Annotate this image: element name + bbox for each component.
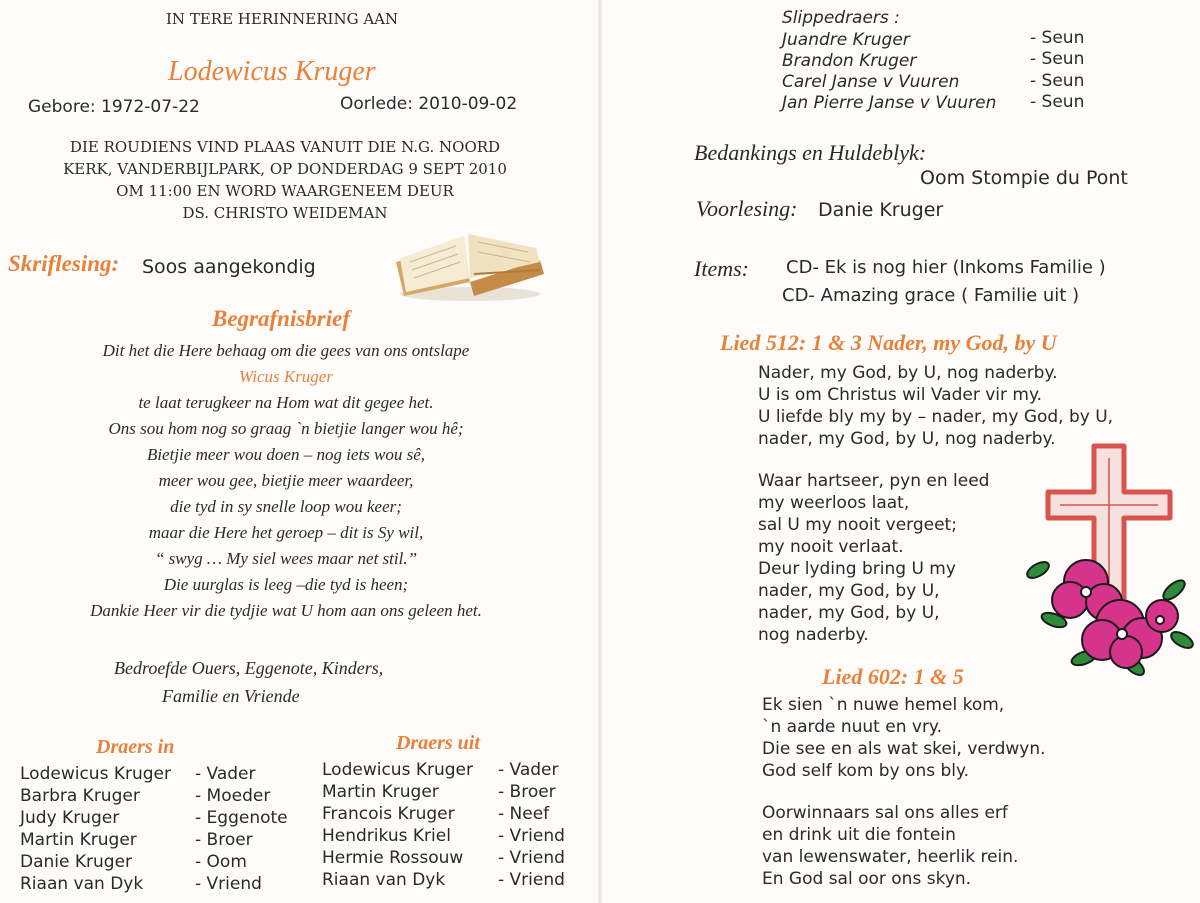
mourners-line: Familie en Vriende bbox=[162, 686, 300, 706]
hymn-line: my weerloos laat, bbox=[758, 493, 910, 513]
letter-line: Ons sou hom nog so graag `n bietjie langer wou hê; bbox=[108, 419, 464, 438]
hymn-line: God self kom by ons bly. bbox=[762, 761, 970, 781]
hymn1-title: Lied 512: 1 & 3 Nader, my God, by U bbox=[720, 330, 1057, 355]
pallbearer-relation: - Seun bbox=[1030, 49, 1085, 69]
hymn-line: U is om Christus wil Vader vir my. bbox=[758, 385, 1043, 405]
bearer-relation: - Neef bbox=[498, 804, 550, 824]
letter-line: Dit het die Here behaag om die gees van ons ontslape bbox=[102, 341, 470, 360]
items-label: Items: bbox=[694, 256, 749, 281]
hymn-line: `n aarde nuut en vry. bbox=[762, 717, 942, 737]
bearer-relation: - Oom bbox=[195, 852, 247, 872]
items-list bbox=[782, 254, 1106, 310]
hymn2-verse2 bbox=[762, 802, 1018, 890]
service-details bbox=[0, 136, 570, 224]
letter-line: Dankie Heer vir die tydjie wat U hom aan ons geleen het. bbox=[90, 601, 482, 620]
pallbearer-relation: - Seun bbox=[1030, 28, 1085, 48]
hymn-line: Waar hartseer, pyn en leed bbox=[758, 471, 990, 491]
bearer-relation: - Vader bbox=[498, 760, 559, 780]
letter-line: meer wou gee, bietjie meer waardeer, bbox=[158, 471, 414, 490]
bearer-name: Hendrikus Kriel bbox=[322, 826, 451, 846]
bearer-name: Lodewicus Kruger bbox=[322, 760, 473, 780]
hymn-line: nader, my God, by U, bbox=[758, 603, 940, 623]
letter-line: te laat terugkeer na Hom wat dit gegee het. bbox=[138, 393, 434, 412]
bearers-in-title: Draers in bbox=[96, 736, 175, 758]
open-bible-icon bbox=[390, 222, 548, 304]
bearer-relation: - Vriend bbox=[498, 870, 565, 890]
bearer-name: Danie Kruger bbox=[20, 852, 133, 872]
hymn-line: Deur lyding bring U my bbox=[758, 559, 956, 579]
hymn-line: Ek sien `n nuwe hemel kom, bbox=[762, 695, 1005, 715]
bearer-name: Riaan van Dyk bbox=[322, 870, 446, 890]
service-line: DIE ROUDIENS VIND PLAAS VANUIT DIE N.G. NOORD bbox=[69, 138, 501, 156]
service-line: KERK, VANDERBIJLPARK, OP DONDERDAG 9 SEPT 2010 bbox=[63, 160, 507, 178]
cross-with-flowers-icon bbox=[1024, 440, 1194, 680]
hymn-line: my nooit verlaat. bbox=[758, 537, 904, 557]
bearer-name: Hermie Rossouw bbox=[322, 848, 464, 868]
bearer-relation: - Vriend bbox=[195, 874, 262, 894]
bearer-name: Francois Kruger bbox=[322, 804, 455, 824]
mourners-line: Bedroefde Ouers, Eggenote, Kinders, bbox=[114, 658, 384, 678]
letter-line: Die uurglas is leeg –die tyd is heen; bbox=[163, 575, 409, 594]
bearer-relation: - Vriend bbox=[498, 826, 565, 846]
mourners bbox=[114, 654, 383, 710]
bearer-relation: - Moeder bbox=[195, 786, 271, 806]
bearer-name: Martin Kruger bbox=[20, 830, 137, 850]
bearer-name: Martin Kruger bbox=[322, 782, 439, 802]
birth-date: Gebore: 1972-07-22 bbox=[28, 97, 200, 117]
hymn1-verse2 bbox=[758, 470, 989, 646]
pallbearer-name: Brandon Kruger bbox=[782, 51, 917, 71]
letter-title: Begrafnisbrief bbox=[212, 306, 350, 331]
service-line: DS. CHRISTO WEIDEMAN bbox=[182, 204, 388, 222]
letter-name: Wicus Kruger bbox=[239, 367, 333, 386]
reading-label: Voorlesing: bbox=[696, 196, 798, 221]
bearer-name: Riaan van Dyk bbox=[20, 874, 144, 894]
pallbearer-name: Juandre Kruger bbox=[782, 30, 910, 50]
letter-line: Bietjie meer wou doen – nog iets wou sê, bbox=[146, 445, 426, 464]
pallbearer-relation: - Seun bbox=[1030, 71, 1085, 91]
hymn-line: U liefde bly my by – nader, my God, by U, bbox=[758, 407, 1114, 427]
letter-line: die tyd in sy snelle loop wou keer; bbox=[170, 497, 402, 516]
death-date: Oorlede: 2010-09-02 bbox=[340, 94, 518, 114]
scripture-value: Soos aangekondig bbox=[142, 256, 316, 278]
hymn-line: van lewenswater, heerlik rein. bbox=[762, 847, 1019, 867]
hymn2-verse1 bbox=[762, 694, 1046, 782]
hymn-line: En God sal oor ons skyn. bbox=[762, 869, 972, 889]
service-line: OM 11:00 EN WORD WAARGENEEM DEUR bbox=[116, 182, 454, 200]
bearer-name: Barbra Kruger bbox=[20, 786, 140, 806]
pallbearers-title: Slippedraers : bbox=[782, 8, 900, 28]
letter-line: “ swyg … My siel wees maar net stil.” bbox=[154, 549, 418, 568]
tribute-label: Bedankings en Huldeblyk: bbox=[694, 140, 927, 165]
bearer-relation: - Vriend bbox=[498, 848, 565, 868]
hymn1-verse1 bbox=[758, 362, 1113, 450]
bearer-relation: - Broer bbox=[498, 782, 556, 802]
letter-body bbox=[0, 338, 572, 624]
item-line: CD- Ek is nog hier (Inkoms Familie ) bbox=[786, 257, 1106, 278]
bearer-name: Judy Kruger bbox=[20, 808, 120, 828]
deceased-name: Lodewicus Kruger bbox=[168, 56, 376, 87]
letter-line: maar die Here het geroep – dit is Sy wil, bbox=[148, 523, 424, 542]
hymn-line: nader, my God, by U, nog naderby. bbox=[758, 429, 1056, 449]
right-page bbox=[600, 0, 1200, 903]
hymn-line: sal U my nooit vergeet; bbox=[758, 515, 957, 535]
hymn2-title: Lied 602: 1 & 5 bbox=[822, 664, 964, 689]
hymn-line: Oorwinnaars sal ons alles erf bbox=[762, 803, 1008, 823]
hymn-line: en drink uit die fontein bbox=[762, 825, 956, 845]
bearer-relation: - Broer bbox=[195, 830, 253, 850]
hymn-line: nog naderby. bbox=[758, 625, 869, 645]
bearer-relation: - Eggenote bbox=[195, 808, 288, 828]
item-line: CD- Amazing grace ( Familie uit ) bbox=[782, 285, 1080, 306]
pallbearer-relation: - Seun bbox=[1030, 92, 1085, 112]
hymn-line: Die see en als wat skei, verdwyn. bbox=[762, 739, 1046, 759]
scripture-label: Skriflesing: bbox=[8, 251, 120, 276]
bearer-relation: - Vader bbox=[195, 764, 256, 784]
tribute-value: Oom Stompie du Pont bbox=[920, 167, 1128, 189]
pallbearer-name: Jan Pierre Janse v Vuuren bbox=[782, 93, 997, 113]
bearers-out-title: Draers uit bbox=[396, 732, 480, 754]
hymn-line: Nader, my God, by U, nog naderby. bbox=[758, 363, 1058, 383]
pallbearer-name: Carel Janse v Vuuren bbox=[782, 72, 960, 92]
reading-value: Danie Kruger bbox=[818, 199, 944, 221]
hymn-line: nader, my God, by U, bbox=[758, 581, 940, 601]
in-memory-heading: IN TERE HERINNERING AAN bbox=[166, 10, 399, 28]
bearer-name: Lodewicus Kruger bbox=[20, 764, 171, 784]
